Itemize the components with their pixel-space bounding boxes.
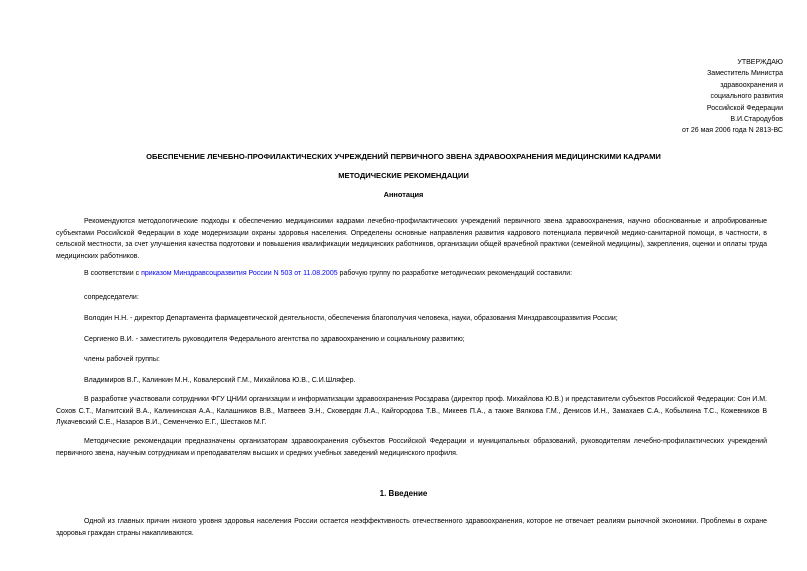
paragraph-members: члены рабочей группы:: [84, 356, 160, 363]
approval-line: от 26 мая 2006 года N 2813-ВС: [681, 127, 783, 135]
approval-line: Российской Федерации: [706, 104, 783, 112]
approval-line: УТВЕРЖДАЮ: [737, 59, 783, 66]
paragraph-volodin: Володин Н.Н. - директор Департамента фармацевтической деятельности, обеспечения благополучия человека, науки, образования Минздравсоцразвития России;: [84, 315, 618, 322]
paragraph-text: В соответствии с: [84, 270, 142, 277]
paragraph-audience: Методические рекомендации предназначены организаторам здравоохранения субъектов Российской Федерации и муниципальных образований, руководителям лечебно-профилактических учреждений первичного звена, научным сотрудникам и преподавателям высших и средних учебных заведений медицинского профиля.: [56, 438, 767, 457]
paragraph-member-names: Владимиров В.Г., Калинкин М.Н., Ковалерский Г.М., Михайлова Ю.В., С.И.Шляфер.: [84, 377, 356, 384]
approval-line: В.И.Стародубов: [730, 116, 783, 124]
paragraph-cochairs: сопредседатели:: [84, 294, 139, 301]
paragraph-contributors: В разработке участвовали сотрудники ФГУ ЦНИИ организации и информатизации здравоохранения Росздрава (директор проф. Михайлова Ю.В.) и представители субъектов Российской Федерации: Сон И.М. Сохов С.Т., Магнитский В.А., Калининская А.А., Калашников В.В., Матвеев Э.Н., Сковердяк Л.А., Кайгородова Т.В., Микеев П.А., а также Вялкова Г.М., Денисов И.Н., Замахаев С.А., Кобылкина Т.С., Кожевников В Лукачевский С.Е., Назаров В.И., Семенченко Е.Г., Шестаков М.Г.: [56, 396, 767, 427]
paragraph-intro: Рекомендуются методологические подходы к обеспечению медицинскими кадрами лечебно-профилактических учреждений первичного звена здравоохранения, научно обоснованные и апробированные субъектами Российской Федерации в ходе модернизации охраны здоровья населения. Определены основные направления развития кадрового потенциала первичной медико-санитарной помощи, в частности, в сельской местности, за счет улучшения качества подготовки и повышения квалификации медицинских работников, организации общей врачебной практики (семейной медицины), закрепления, оценки и оплаты труда медицинских работников.: [56, 218, 767, 260]
document-title: ОБЕСПЕЧЕНИЕ ЛЕЧЕБНО-ПРОФИЛАКТИЧЕСКИХ УЧРЕЖДЕНИЙ ПЕРВИЧНОГО ЗВЕНА ЗДРАВООХРАНЕНИЯ МЕДИЦИНСКИМИ КАДРАМИ: [146, 152, 661, 161]
paragraph-working-group: [56, 268, 767, 280]
approval-line: социального развития: [710, 93, 783, 101]
order-link[interactable]: приказом Минздравсоцразвития России N 503 от 11.08.2005: [141, 270, 338, 277]
approval-block: [682, 57, 783, 137]
paragraph-text: рабочую группу по разработке методических рекомендаций составили:: [337, 270, 573, 277]
approval-line: здравоохранения и: [720, 81, 783, 89]
section-heading-introduction: 1. Введение: [379, 489, 428, 498]
document-subtitle: МЕТОДИЧЕСКИЕ РЕКОМЕНДАЦИИ: [338, 171, 469, 180]
paragraph-sergienko: Сергиенко В.И. - заместитель руководителя Федерального агентства по здравоохранению и социальному развитию;: [84, 336, 465, 343]
paragraph-introduction: Одной из главных причин низкого уровня здоровья населения России остается неэффективность отечественного здравоохранения, которое не отвечает реалиям рыночной экономики. Проблемы в охране здоровья граждан страны накапливаются.: [56, 518, 767, 537]
approval-line: Заместитель Министра: [707, 70, 783, 78]
annotation-heading: Аннотация: [383, 190, 424, 199]
